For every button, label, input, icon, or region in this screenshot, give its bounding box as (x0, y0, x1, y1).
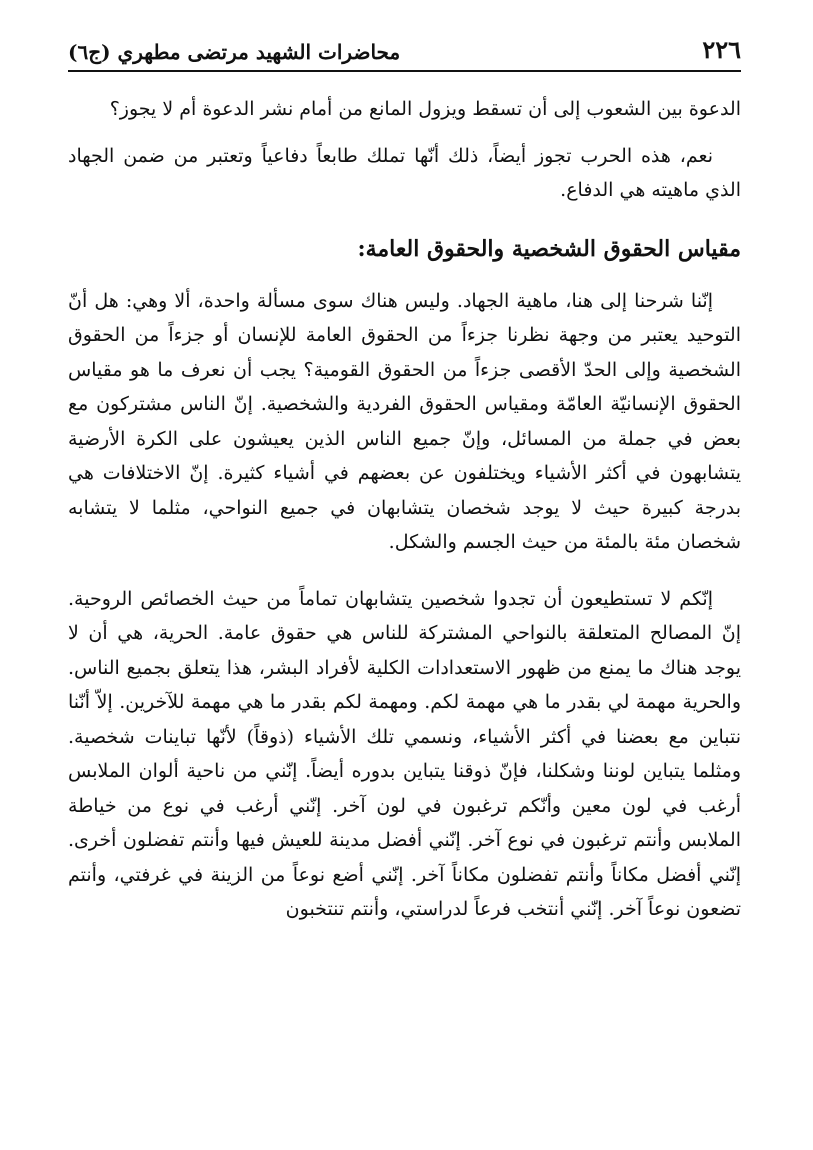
paragraph-3: إنّنا شرحنا إلى هنا، ماهية الجهاد. وليس هناك سوى مسألة واحدة، ألا وهي: هل أنّ التوحيد يعتبر من وجهة نظرنا جزءاً من الحقوق العامة للإنسان أو جزءاً من الحقوق الشخصية وإلى الحدّ الأقصى جزءاً من الحقوق القومية؟ يجب أن نعرف ما هو مقياس الحقوق الإنسانيّة العامّة ومقياس الحقوق الفردية والشخصية. إنّ الناس مشتركون مع بعض في جملة من المسائل، وإنّ جميع الناس الذين يعيشون على الكرة الأرضية يتشابهون في أكثر الأشياء ويختلفون عن بعضهم في أشياء كثيرة. إنّ الاختلافات هي بدرجة كبيرة حيث لا يوجد شخصان يتشابهان في جميع النواحي، مثلما لا يتشابه شخصان مئة بالمئة من حيث الجسم والشكل. (68, 289, 741, 553)
section-heading: مقياس الحقوق الشخصية والحقوق العامة: (357, 235, 741, 262)
page-body (68, 92, 741, 927)
running-title: محاضرات الشهيد مرتضى مطهري (ج٦) (68, 40, 401, 64)
paragraph-4: إنّكم لا تستطيعون أن تجدوا شخصين يتشابهان تماماً من حيث الخصائص الروحية. إنّ المصالح المتعلقة بالنواحي المشتركة للناس هي حقوق عامة. الحرية، هي أن لا يوجد هناك ما يمنع من ظهور الاستعدادات الكلية لأفراد البشر، هذا يتعلق بجميع الناس. والحرية مهمة لي بقدر ما هي مهمة لكم. ومهمة لكم بقدر ما هي مهمة للآخرين. إلاّ أنّنا نتباين مع بعضنا في أكثر الأشياء، ونسمي تلك الأشياء (ذوقاً) لأنّها تباينات شخصية. ومثلما يتباين لوننا وشكلنا، فإنّ ذوقنا يتباين بدوره أيضاً. إنّني من ناحية ألوان الملابس أرغب في لون معين وأنّكم ترغبون في لون آخر. إنّني أرغب في نوع من خياطة الملابس وأنتم ترغبون في نوع آخر. إنّني أفضل مدينة للعيش فيها وأنتم تفضلون أخرى. إنّني أفضل مكاناً وأنتم تفضلون مكاناً آخر. إنّني أضع نوعاً من الزينة في غرفتي، وأنتم تضعون نوعاً آخر. إنّني أنتخب فرعاً لدراستي، وأنتم تنتخبون (68, 587, 741, 920)
paragraph-2: نعم، هذه الحرب تجوز أيضاً، ذلك أنّها تملك طابعاً دفاعياً وتعتبر من ضمن الجهاد الذي ماهيته هي الدفاع. (68, 144, 741, 201)
page-header (68, 30, 741, 72)
page-number: ٢٢٦ (702, 35, 741, 64)
paragraph-1: الدعوة بين الشعوب إلى أن تسقط ويزول المانع من أمام نشر الدعوة أم لا يجوز؟ (109, 98, 741, 120)
